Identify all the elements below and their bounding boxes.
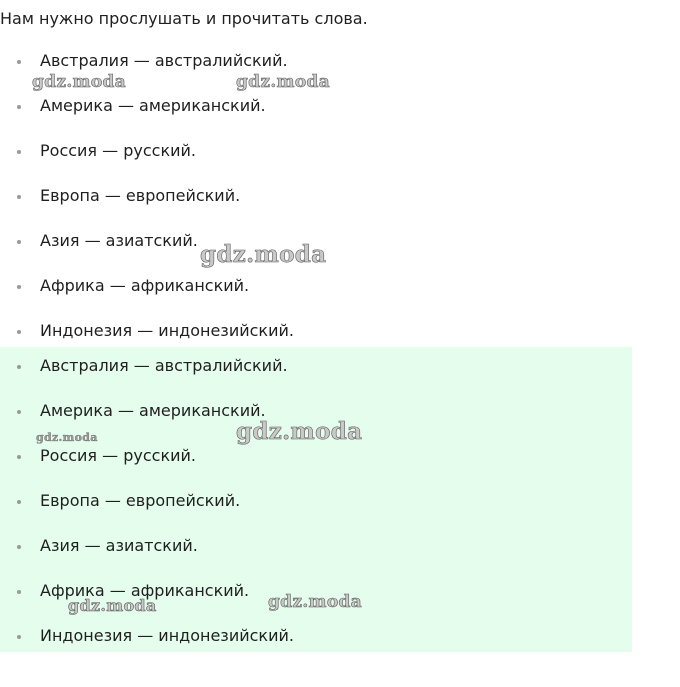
watermark: gdz.moda [236,72,330,92]
bullet-icon [17,590,21,594]
watermark: gdz.moda [200,241,327,268]
word-pair: Индонезия — индонезийский. [40,321,294,340]
word-pair: Европа — европейский. [40,186,241,205]
word-pair: Индонезия — индонезийский. [40,626,294,645]
watermark: gdz.moda [68,596,157,615]
bullet-icon [17,285,21,289]
bullet-icon [17,545,21,549]
list-item [0,275,632,320]
list-item [0,95,632,140]
list-item [0,490,632,535]
list-item [0,400,632,445]
word-pair: Америка — американский. [40,96,266,115]
bullet-icon [17,330,21,334]
list-item [0,535,632,580]
word-pair: Азия — азиатский. [40,231,198,250]
bullet-icon [17,500,21,504]
word-pair: Европа — европейский. [40,491,241,510]
bullet-icon [17,635,21,639]
bullet-icon [17,455,21,459]
watermark: gdz.moda [236,418,363,445]
word-pair: Африка — африканский. [40,276,250,295]
bullet-icon [17,240,21,244]
watermark: gdz.moda [268,592,362,612]
highlighted-answer-block [0,347,632,652]
words-list [0,50,632,365]
word-pair: Россия — русский. [40,141,196,160]
word-pair: Азия — азиатский. [40,536,198,555]
words-list-highlighted [0,355,632,670]
list-item [0,230,632,275]
list-item [0,50,632,95]
list-item [0,140,632,185]
bullet-icon [17,365,21,369]
list-item [0,445,632,490]
bullet-icon [17,60,21,64]
list-item [0,185,632,230]
bullet-icon [17,105,21,109]
word-pair: Австралия — австралийский. [40,356,288,375]
bullet-icon [17,150,21,154]
intro-text: Нам нужно прослушать и прочитать слова. [0,9,368,28]
word-pair: Россия — русский. [40,446,196,465]
watermark: gdz.moda [32,72,126,92]
list-item [0,580,632,625]
list-item [0,625,632,670]
word-pair: Африка — африканский. [40,581,250,600]
word-pair: Америка — американский. [40,401,266,420]
bullet-icon [17,195,21,199]
bullet-icon [17,410,21,414]
list-item [0,355,632,400]
watermark: gdz.moda [36,431,98,444]
word-pair: Австралия — австралийский. [40,51,288,70]
